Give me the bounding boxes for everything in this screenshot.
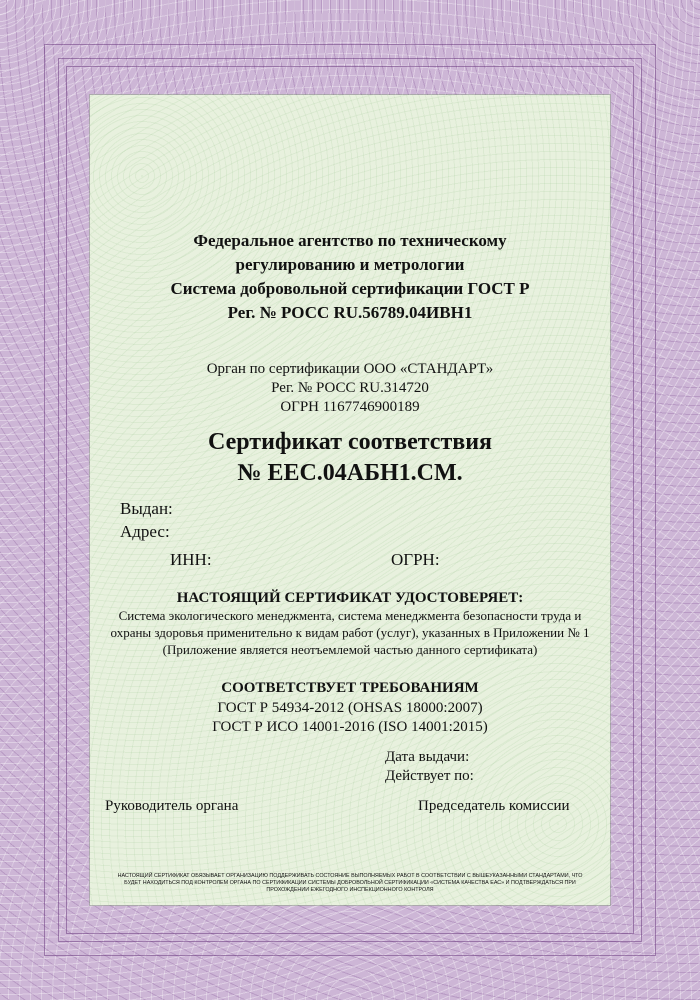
agency-reg-number: Рег. № РОСС RU.56789.04ИВН1: [227, 303, 473, 322]
inn-label: ИНН:: [170, 550, 212, 569]
certification-organ: [0, 360, 700, 417]
head-signature-label: Руководитель органа: [105, 798, 239, 814]
certifies-line-1: Система экологического менеджмента, система менеджмента безопасности труда и: [118, 608, 582, 623]
requirements-heading: СООТВЕТСТВУЕТ ТРЕБОВАНИЯМ: [221, 680, 479, 696]
standard-2: ГОСТ Р ИСО 14001-2016 (ISO 14001:2015): [212, 719, 488, 735]
organ-name: Орган по сертификации ООО «СТАНДАРТ»: [206, 361, 494, 377]
issue-date-label: Дата выдачи:: [385, 749, 470, 765]
certifies-text: [0, 607, 700, 658]
agency-line-1: Федеральное агентство по техническому: [193, 231, 507, 250]
organ-ogrn: ОГРН 1167746900189: [280, 399, 420, 415]
organ-reg-number: Рег. № РОСС RU.314720: [271, 380, 429, 396]
standard-1: ГОСТ Р 54934-2012 (OHSAS 18000:2007): [217, 700, 483, 716]
agency-line-2: регулированию и метрологии: [235, 255, 465, 274]
agency-header: [0, 229, 700, 325]
issued-label: Выдан:: [120, 499, 173, 518]
certifies-line-2: охраны здоровья применительно к видам работ (услуг), указанных в Приложении № 1: [110, 625, 590, 640]
requirements-standards: [0, 699, 700, 737]
address-label: Адрес:: [120, 522, 170, 541]
chairman-signature-label: Председатель комиссии: [418, 798, 570, 814]
certificate-title: Сертификат соответствия: [207, 429, 493, 455]
valid-until-label: Действует по:: [385, 768, 474, 784]
agency-line-3: Система добровольной сертификации ГОСТ Р: [170, 279, 530, 298]
certificate-number: № ЕЕС.04АБН1.СМ.: [237, 460, 463, 486]
certificate-title-block: [0, 427, 700, 489]
certifies-line-3: (Приложение является неотъемлемой частью данного сертификата): [162, 642, 538, 657]
certifies-heading: НАСТОЯЩИЙ СЕРТИФИКАТ УДОСТОВЕРЯЕТ:: [176, 590, 524, 606]
ogrn-label: ОГРН:: [391, 550, 440, 569]
footer-note: НАСТОЯЩИЙ СЕРТИФИКАТ ОБЯЗЫВАЕТ ОРГАНИЗАЦИЮ ПОДДЕРЖИВАТЬ СОСТОЯНИЕ ВЫПОЛНЯЕМЫХ РАБОТ В СООТВЕТСТВИИ С ВЫШЕУКАЗАННЫМИ СТАНДАРТАМИ, ЧТО БУДЕТ НАХОДИТЬСЯ ПОД КОНТРОЛЕМ ОРГАНА ПО СЕРТИФИКАЦИИ СИСТЕМЫ ДОБРОВОЛЬНОЙ СЕРТИФИКАЦИИ «СИСТЕМА КАЧЕСТВА ЕАС» И ПОДТВЕРЖДАТЬСЯ ПРИ ПРОХОЖДЕНИИ ЕЖЕГОДНОГО ИНСПЕКЦИОННОГО КОНТРОЛЯ: [117, 873, 583, 893]
